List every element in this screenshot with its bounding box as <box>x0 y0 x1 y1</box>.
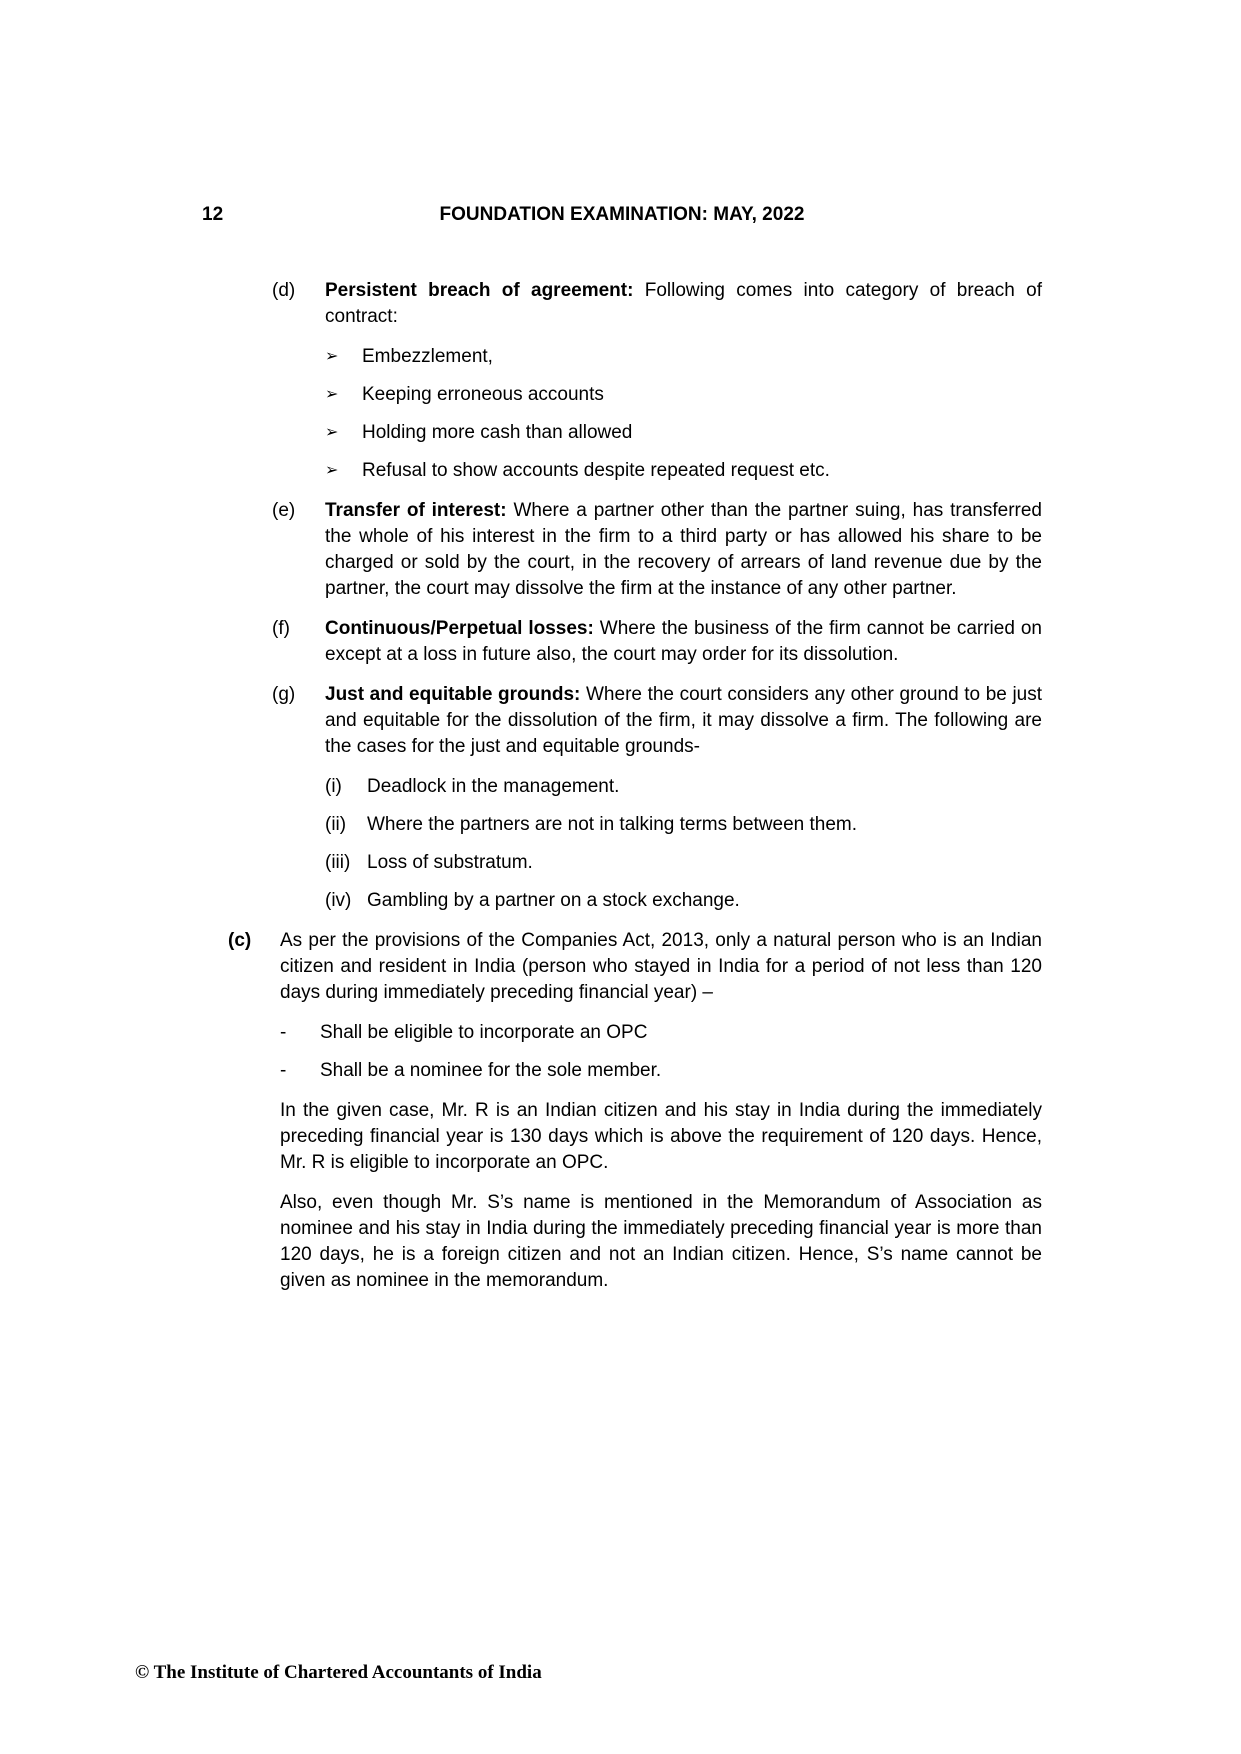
list-item <box>325 774 1042 800</box>
section-e-label: (e) <box>272 500 296 521</box>
section-g <box>202 682 1042 914</box>
roman-label: (ii) <box>325 814 347 835</box>
section-e-title: Transfer of interest: <box>325 500 507 521</box>
dash-text: Shall be eligible to incorporate an OPC <box>320 1022 648 1043</box>
page-number: 12 <box>202 204 224 225</box>
section-f-title: Continuous/Perpetual losses: <box>325 618 594 639</box>
section-c <box>202 928 1042 1294</box>
section-g-roman-list <box>325 774 1042 914</box>
copyright-footer: © The Institute of Chartered Accountants of India <box>135 1662 542 1683</box>
dash-text: Shall be a nominee for the sole member. <box>320 1060 662 1081</box>
section-f-label: (f) <box>272 618 290 639</box>
section-d <box>202 278 1042 484</box>
section-c-paragraph-3: Also, even though Mr. S’s name is mentioned in the Memorandum of Association as nominee and his stay in India during the immediately preceding financial year is more than 120 days, he is a foreign citizen and not an Indian citizen. Hence, S’s name cannot be given as nominee in the memorandum. <box>280 1192 1042 1291</box>
list-item <box>325 812 1042 838</box>
list-item <box>325 458 1042 484</box>
list-item <box>325 382 1042 408</box>
arrow-bullet-icon: ➢ <box>325 348 339 365</box>
section-d-label: (d) <box>272 280 296 301</box>
roman-text: Deadlock in the management. <box>367 776 620 797</box>
section-c-paragraph-1: As per the provisions of the Companies Act, 2013, only a natural person who is an Indian citizen and resident in India (person who stayed in India for a period of not less than 120 days during immediately preceding financial year) – <box>280 930 1042 1003</box>
list-item <box>325 850 1042 876</box>
bullet-text: Keeping erroneous accounts <box>362 384 604 405</box>
section-g-label: (g) <box>272 684 296 705</box>
section-e-paragraph <box>325 498 1042 602</box>
list-item <box>325 420 1042 446</box>
section-g-title: Just and equitable grounds: <box>325 684 581 705</box>
section-d-bullet-list <box>325 344 1042 484</box>
section-c-label: (c) <box>228 930 252 951</box>
dash-bullet-icon: - <box>280 1060 287 1081</box>
roman-label: (iii) <box>325 852 351 873</box>
section-f <box>202 616 1042 668</box>
bullet-text: Holding more cash than allowed <box>362 422 633 443</box>
section-g-text: Where the court considers any other ground to be just and equitable for the dissolution of the firm, it may dissolve a firm. The following are the cases for the just and equitable grounds- <box>325 684 1043 757</box>
section-d-title: Persistent breach of agreement: <box>325 280 634 301</box>
section-g-paragraph <box>325 682 1042 760</box>
list-item <box>325 888 1042 914</box>
arrow-bullet-icon: ➢ <box>325 386 339 403</box>
arrow-bullet-icon: ➢ <box>325 424 339 441</box>
page-header <box>202 202 1042 228</box>
list-item <box>280 1020 1042 1046</box>
roman-label: (iv) <box>325 890 352 911</box>
section-c-paragraph-2: In the given case, Mr. R is an Indian citizen and his stay in India during the immediately preceding financial year is 130 days which is above the requirement of 120 days. Hence, Mr. R is eligible to incorporate an OPC. <box>280 1100 1042 1173</box>
roman-text: Loss of substratum. <box>367 852 533 873</box>
arrow-bullet-icon: ➢ <box>325 462 339 479</box>
roman-text: Gambling by a partner on a stock exchange. <box>367 890 740 911</box>
section-c-dash-list <box>280 1020 1042 1084</box>
page-content <box>202 202 1042 1308</box>
section-e-text: Where a partner other than the partner suing, has transferred the whole of his interest in the firm to a third party or has allowed his share to be charged or sold by the court, in the recovery of arrears of land revenue due by the partner, the court may dissolve the firm at the instance of any other partner. <box>325 500 1042 599</box>
list-item <box>280 1058 1042 1084</box>
roman-label: (i) <box>325 776 342 797</box>
bullet-text: Embezzlement, <box>362 346 493 367</box>
section-f-text: Where the business of the firm cannot be carried on except at a loss in future also, the court may order for its dissolution. <box>325 618 1042 665</box>
roman-text: Where the partners are not in talking terms between them. <box>367 814 858 835</box>
section-f-paragraph <box>325 616 1042 668</box>
section-e <box>202 498 1042 602</box>
page-title: FOUNDATION EXAMINATION: MAY, 2022 <box>439 204 805 225</box>
bullet-text: Refusal to show accounts despite repeated request etc. <box>362 460 830 481</box>
dash-bullet-icon: - <box>280 1022 287 1043</box>
section-d-text: Following comes into category of breach of contract: <box>325 280 1042 327</box>
list-item <box>325 344 1042 370</box>
section-d-paragraph <box>325 278 1042 330</box>
